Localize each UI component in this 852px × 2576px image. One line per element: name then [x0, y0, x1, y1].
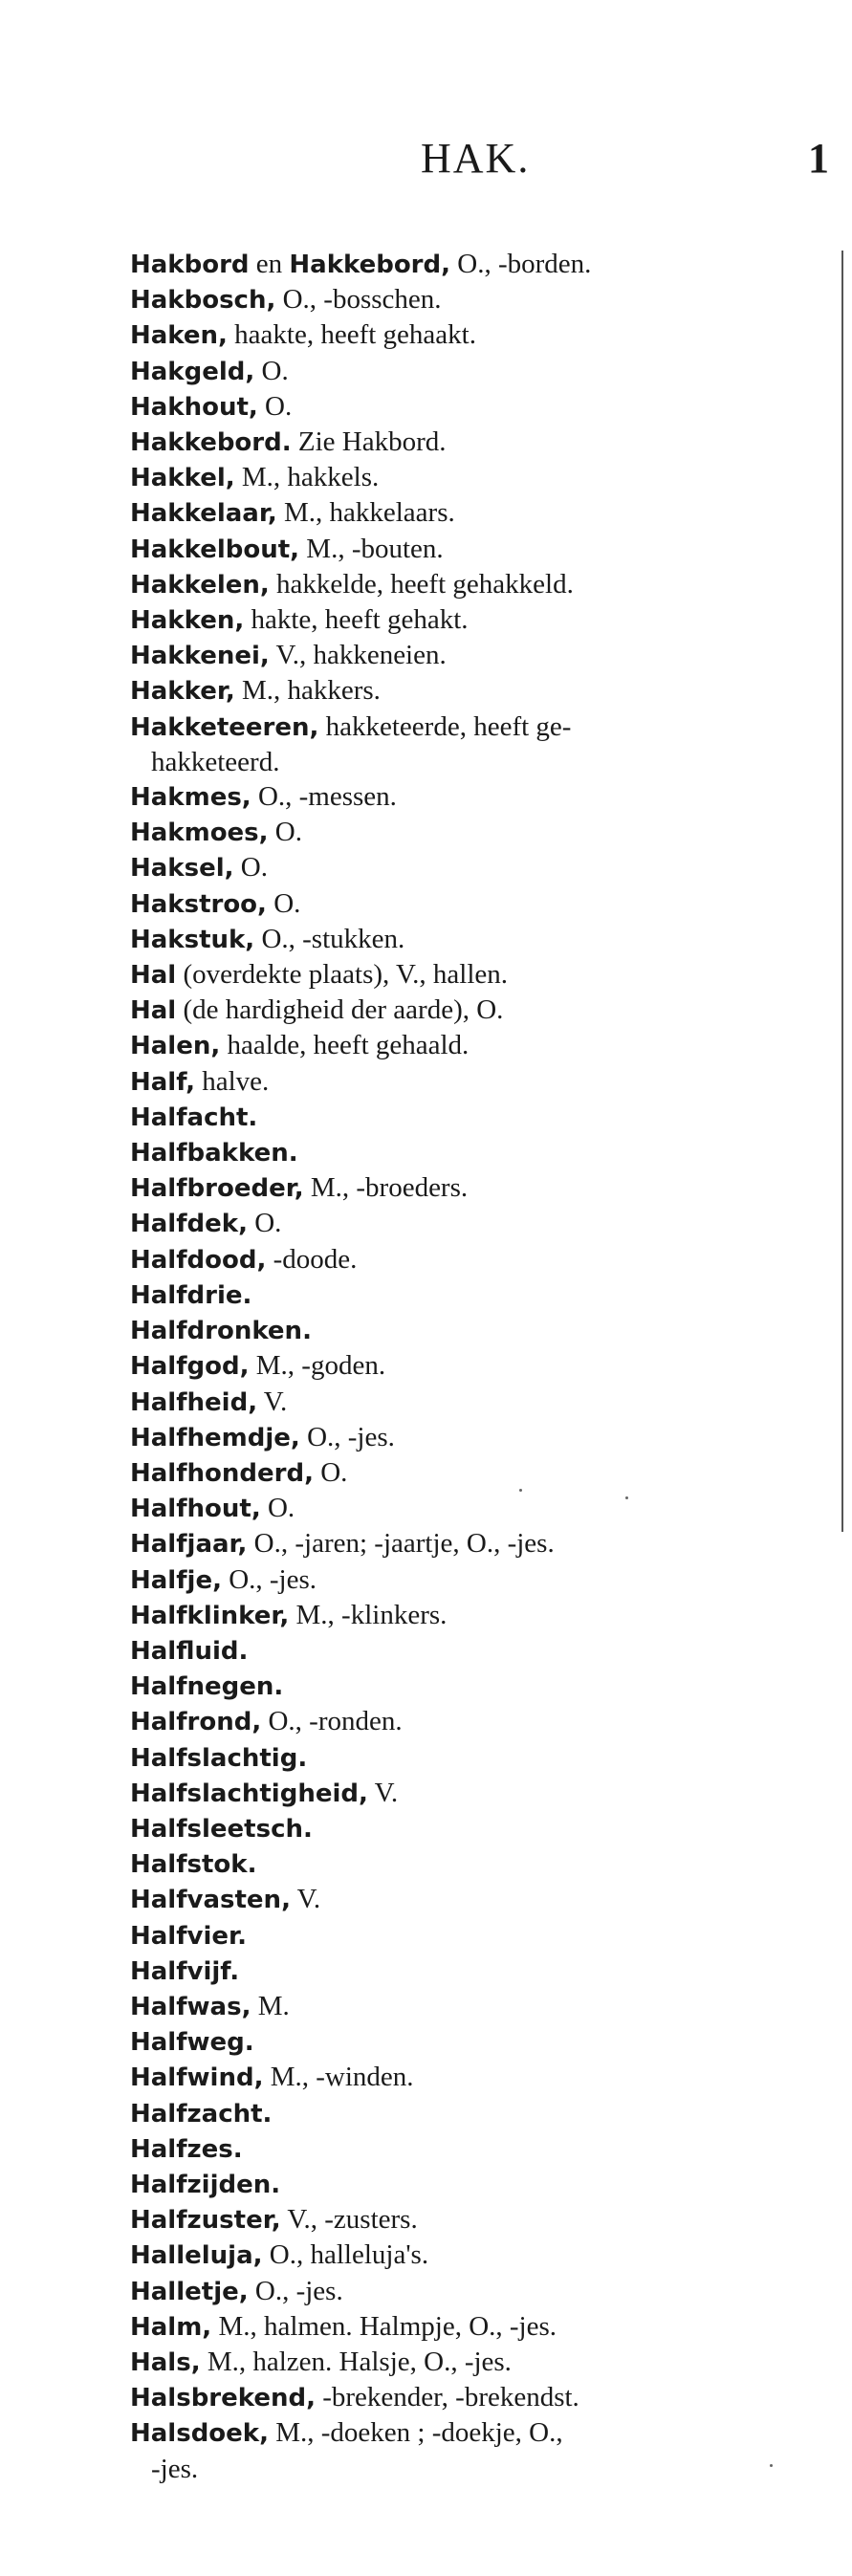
entry-headword: Hals,	[130, 2347, 201, 2377]
entry-definition: M., halmen. Halmpje, O., -jes.	[211, 2310, 557, 2342]
entry-definition: O., halleluja's.	[262, 2239, 429, 2271]
entry-definition: V., -zusters.	[280, 2204, 418, 2236]
dictionary-entry	[130, 425, 819, 460]
dictionary-entry	[130, 1846, 819, 1882]
dictionary-entry	[130, 1385, 819, 1420]
entry-definition: Zie Hakbord.	[291, 426, 447, 458]
entry-headword: Halen,	[130, 1032, 221, 1061]
dictionary-entry	[130, 1704, 819, 1739]
entry-headword: Hakbosch,	[130, 286, 276, 316]
dictionary-entry	[130, 1313, 819, 1348]
entry-headword-variant: Hakkebord,	[289, 251, 450, 279]
dictionary-entry	[130, 317, 819, 353]
dictionary-entry	[130, 1918, 819, 1954]
entry-definition: V.	[257, 1386, 288, 1417]
dictionary-entry	[130, 2309, 819, 2345]
entry-definition: hakte, heeft gehakt.	[244, 604, 469, 636]
entry-definition: O., -messen.	[251, 781, 397, 813]
dictionary-entry	[130, 2167, 819, 2202]
entry-headword: Halfwas,	[130, 1992, 251, 2021]
dictionary-entry	[130, 993, 819, 1028]
dictionary-entry	[130, 1598, 819, 1633]
entry-headword: Halfbroeder,	[130, 1174, 304, 1204]
entry-definition: M., hakkers.	[234, 675, 381, 707]
dictionary-entry	[130, 1669, 819, 1704]
entry-definition: O., -jaren; -jaartje, O., -jes.	[247, 1528, 555, 1560]
dictionary-entry	[130, 2274, 819, 2309]
dictionary-entries	[130, 247, 819, 2486]
entry-headword: Halfluid.	[130, 1636, 249, 1666]
entry-definition-tail: O., -borden.	[450, 249, 592, 279]
entry-definition: M., -klinkers.	[289, 1599, 448, 1630]
entry-headword: Hakstroo,	[130, 889, 267, 919]
entry-headword: Halfhout,	[130, 1495, 261, 1524]
entry-headword: Halfvier.	[130, 1921, 248, 1951]
dictionary-entry	[130, 638, 819, 673]
entry-headword: Hakkelbout,	[130, 535, 300, 564]
print-speck	[625, 1496, 628, 1499]
entry-headword: Halfjaar,	[130, 1530, 248, 1560]
dictionary-entry	[130, 1526, 819, 1561]
dictionary-entry	[130, 1206, 819, 1241]
dictionary-entry	[130, 1776, 819, 1811]
entry-headword: Hakkebord.	[130, 428, 292, 458]
entry-headword: Hakgeld,	[130, 357, 255, 386]
entry-definition: V., hakkeneien.	[269, 640, 447, 671]
entry-headword: Hakhout,	[130, 392, 258, 422]
entry-definition: M., -bouten.	[299, 533, 444, 564]
entry-definition: O., -jes.	[221, 1563, 317, 1595]
dictionary-entry	[130, 1420, 819, 1455]
dictionary-entry	[130, 2131, 819, 2167]
entry-headword: Halfzuster,	[130, 2206, 281, 2236]
dictionary-entry	[130, 2096, 819, 2131]
entry-definition: M.	[251, 1990, 290, 2021]
entry-definition: O.	[247, 1208, 282, 1239]
entry-definition: en	[249, 249, 290, 279]
entry-definition: (de hardigheid der aarde), O.	[176, 994, 504, 1026]
entry-continuation: -jes.	[151, 2453, 199, 2484]
entry-headword: Halfzacht.	[130, 2099, 273, 2128]
dictionary-entry	[130, 602, 819, 638]
entry-headword: Halfzijden.	[130, 2170, 281, 2199]
entry-headword: Halleluja,	[130, 2241, 263, 2271]
entry-headword: Halsbrekend,	[130, 2384, 316, 2413]
entry-headword: Halfdood,	[130, 1245, 267, 1275]
margin-rule	[841, 251, 843, 1532]
entry-definition: M., -goden.	[249, 1350, 386, 1382]
entry-definition: M., hakkels.	[234, 462, 380, 493]
dictionary-entry	[130, 460, 819, 495]
dictionary-entry	[130, 850, 819, 885]
entry-definition: O.	[266, 887, 301, 919]
entry-definition: -brekender, -brekendst.	[315, 2382, 579, 2413]
dictionary-entry	[130, 922, 819, 957]
dictionary-entry	[130, 1989, 819, 2024]
entry-definition: halve.	[194, 1065, 270, 1097]
entry-definition: O.	[260, 1493, 295, 1524]
entry-definition: O.	[257, 390, 293, 422]
entry-headword: Hakketeeren,	[130, 712, 319, 742]
entry-headword: Halfslachtigheid,	[130, 1779, 368, 1808]
dictionary-entry	[130, 673, 819, 709]
entry-definition: haakte, heeft gehaakt.	[227, 319, 476, 351]
entry-definition: M., -broeders.	[303, 1172, 469, 1204]
dictionary-entry	[130, 1348, 819, 1384]
dictionary-entry	[130, 815, 819, 850]
dictionary-entry	[130, 886, 819, 922]
page-header	[0, 134, 852, 191]
dictionary-entry	[130, 709, 819, 779]
dictionary-entry	[130, 495, 819, 531]
dictionary-entry	[130, 2415, 819, 2485]
entry-definition: M., halzen. Halsje, O., -jes.	[200, 2346, 512, 2377]
entry-definition: O., -stukken.	[254, 923, 405, 954]
entry-definition: (overdekte plaats), V., hallen.	[176, 959, 509, 991]
dictionary-entry	[130, 1740, 819, 1776]
entry-definition: -doode.	[266, 1243, 358, 1275]
dictionary-entry	[130, 2345, 819, 2380]
entry-headword: Halm,	[130, 2312, 212, 2342]
dictionary-entry	[130, 389, 819, 425]
dictionary-entry	[130, 354, 819, 389]
entry-headword: Half,	[130, 1067, 195, 1097]
entry-headword: Halfheid,	[130, 1387, 258, 1417]
dictionary-entry	[130, 2380, 819, 2415]
entry-headword: Hakkenei,	[130, 642, 270, 671]
dictionary-entry	[130, 1242, 819, 1277]
dictionary-entry	[130, 1064, 819, 1100]
entry-headword: Halfzes.	[130, 2134, 243, 2164]
entry-headword: Halfnegen.	[130, 1672, 284, 1702]
entry-headword: Halfdek,	[130, 1210, 248, 1239]
entry-headword: Haken,	[130, 321, 228, 351]
entry-headword: Halfhemdje,	[130, 1423, 300, 1452]
entry-headword: Halfbakken.	[130, 1139, 298, 1168]
entry-headword: Hakkel,	[130, 464, 235, 493]
entry-headword: Hakkelaar,	[130, 499, 277, 529]
print-speck	[519, 1489, 522, 1492]
entry-headword: Halfvijf.	[130, 1956, 240, 1986]
dictionary-entry	[130, 567, 819, 602]
dictionary-entry	[130, 532, 819, 567]
dictionary-entry	[130, 1028, 819, 1063]
entry-definition: hakkelde, heeft gehakkeld.	[269, 568, 574, 600]
dictionary-entry	[130, 1170, 819, 1206]
dictionary-entry	[130, 1491, 819, 1526]
entry-headword: Halfdrie.	[130, 1280, 252, 1310]
entry-headword: Hakstuk,	[130, 925, 255, 954]
dictionary-entry	[130, 1811, 819, 1846]
dictionary-entry	[130, 1882, 819, 1917]
dictionary-entry	[130, 1135, 819, 1170]
entry-headword: Halfstok.	[130, 1850, 257, 1880]
entry-definition: O.	[254, 355, 289, 386]
entry-headword: Halfhonderd,	[130, 1458, 314, 1488]
dictionary-entry	[130, 957, 819, 993]
entry-definition: M., -doeken ; -doekje, O.,	[268, 2417, 563, 2449]
entry-definition: M., hakkelaars.	[276, 497, 455, 529]
entry-headword: Halfje,	[130, 1565, 222, 1595]
dictionary-entry	[130, 2202, 819, 2238]
entry-headword: Hal	[130, 961, 177, 991]
entry-headword: Halfklinker,	[130, 1601, 290, 1630]
entry-headword: Halfwind,	[130, 2063, 264, 2093]
entry-headword: Halfrond,	[130, 1708, 262, 1737]
page-number: 1	[808, 135, 829, 182]
entry-definition: O.	[313, 1456, 348, 1488]
dictionary-entry	[130, 1100, 819, 1135]
running-head: HAK.	[421, 135, 531, 182]
entry-definition: V.	[290, 1884, 321, 1915]
entry-definition: O., -jes.	[248, 2275, 343, 2306]
entry-headword: Halletje,	[130, 2277, 249, 2306]
entry-definition: V.	[367, 1777, 399, 1808]
entry-headword: Halfweg.	[130, 2028, 254, 2058]
entry-headword: Haksel,	[130, 854, 234, 884]
entry-definition: O., -jes.	[299, 1421, 395, 1452]
entry-headword: Halfacht.	[130, 1102, 258, 1132]
entry-headword: Hakker,	[130, 677, 235, 707]
dictionary-entry	[130, 1954, 819, 1989]
dictionary-entry	[130, 1455, 819, 1491]
dictionary-entry	[130, 2060, 819, 2095]
entry-headword: Hakken,	[130, 606, 245, 636]
entry-headword: Halfgod,	[130, 1352, 250, 1382]
entry-definition: O., -bosschen.	[275, 284, 442, 316]
dictionary-entry	[130, 282, 819, 317]
entry-headword: Hal	[130, 996, 177, 1026]
entry-continuation: hakketeerd.	[151, 746, 280, 777]
entry-headword: Hakbord	[130, 251, 250, 279]
entry-definition: M., -winden.	[263, 2062, 414, 2093]
entry-headword: Hakkelen,	[130, 570, 270, 600]
entry-definition: O.	[233, 852, 268, 884]
dictionary-entry	[130, 2238, 819, 2273]
entry-headword: Halfvasten,	[130, 1886, 291, 1915]
entry-definition: O.	[268, 817, 302, 848]
entry-headword: Halsdoek,	[130, 2419, 269, 2449]
dictionary-entry	[130, 1633, 819, 1669]
print-speck	[770, 2464, 773, 2467]
entry-headword: Halfslachtig.	[130, 1743, 308, 1773]
entry-headword: Halfdronken.	[130, 1317, 312, 1346]
entry-definition: haalde, heeft gehaald.	[220, 1030, 470, 1061]
entry-headword: Hakmes,	[130, 783, 251, 813]
entry-headword: Halfsleetsch.	[130, 1814, 313, 1844]
entry-definition: hakketeerde, heeft ge-	[318, 710, 572, 742]
dictionary-entry	[130, 2024, 819, 2060]
dictionary-entry	[130, 247, 819, 282]
entry-headword: Hakmoes,	[130, 819, 269, 848]
dictionary-entry	[130, 1562, 819, 1598]
dictionary-entry	[130, 779, 819, 815]
dictionary-entry	[130, 1277, 819, 1313]
entry-definition: O., -ronden.	[261, 1706, 403, 1737]
